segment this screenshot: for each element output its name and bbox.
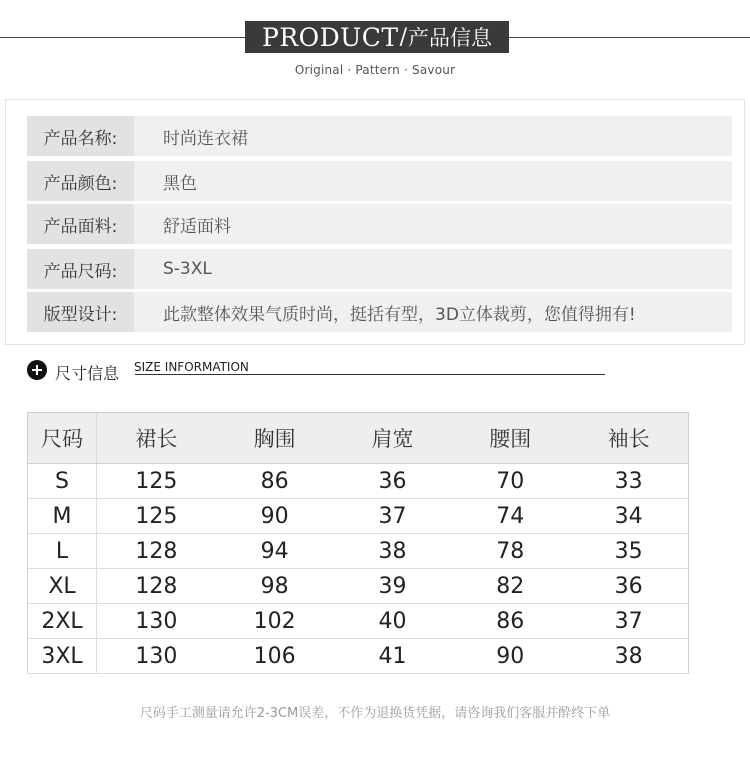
table-cell: 38 xyxy=(334,534,452,569)
table-cell: 82 xyxy=(451,569,569,604)
size-info-heading xyxy=(27,358,627,382)
size-info-underline xyxy=(135,374,605,375)
table-cell: 86 xyxy=(216,464,334,499)
info-row-design xyxy=(27,292,732,332)
size-info-title: 尺寸信息 xyxy=(55,364,120,383)
info-row-fabric xyxy=(27,204,732,244)
column-header: 肩宽 xyxy=(334,413,452,464)
table-cell: 2XL xyxy=(28,604,97,639)
info-row-name xyxy=(27,116,732,156)
table-cell: 36 xyxy=(569,569,688,604)
table-cell: 125 xyxy=(97,499,216,534)
column-header: 腰围 xyxy=(451,413,569,464)
header-subtitle: Original · Pattern · Savour xyxy=(294,63,456,77)
measurement-disclaimer: 尺码手工测量请允许2-3CM误差，不作为退换货凭据，请咨询我们客服并酔终下单 xyxy=(139,706,611,721)
table-cell: 35 xyxy=(569,534,688,569)
table-cell: 128 xyxy=(97,534,216,569)
info-label: 产品名称: xyxy=(27,116,134,156)
table-cell: XL xyxy=(28,569,97,604)
table-cell: 37 xyxy=(569,604,688,639)
info-value: 黑色 xyxy=(163,173,197,194)
table-cell: 86 xyxy=(451,604,569,639)
table-cell: 128 xyxy=(97,569,216,604)
info-value: 舒适面料 xyxy=(163,216,231,237)
table-cell: 98 xyxy=(216,569,334,604)
table-row xyxy=(28,464,689,499)
title-separator: / xyxy=(399,24,407,50)
table-cell: 70 xyxy=(451,464,569,499)
column-header: 袖长 xyxy=(569,413,688,464)
column-header: 裙长 xyxy=(97,413,216,464)
table-cell: 90 xyxy=(451,639,569,674)
info-label: 产品颜色: xyxy=(27,161,134,201)
product-info-panel xyxy=(5,99,745,345)
table-cell: 40 xyxy=(334,604,452,639)
table-cell: 33 xyxy=(569,464,688,499)
table-cell: 36 xyxy=(334,464,452,499)
table-row xyxy=(28,499,689,534)
size-table xyxy=(27,412,689,674)
title-english: PRODUCT xyxy=(262,22,399,52)
info-row-size xyxy=(27,249,732,289)
table-cell: L xyxy=(28,534,97,569)
table-cell: 102 xyxy=(216,604,334,639)
table-row xyxy=(28,569,689,604)
table-cell: 34 xyxy=(569,499,688,534)
header-rule-left xyxy=(0,37,245,38)
table-cell: 130 xyxy=(97,639,216,674)
table-cell: 41 xyxy=(334,639,452,674)
table-cell: 78 xyxy=(451,534,569,569)
info-label: 产品尺码: xyxy=(27,249,134,289)
info-value: 此款整体效果气质时尚，挺括有型，3D立体裁剪，您值得拥有! xyxy=(163,304,636,325)
table-cell: 38 xyxy=(569,639,688,674)
table-row xyxy=(28,534,689,569)
column-header: 尺码 xyxy=(28,413,97,464)
table-cell: 74 xyxy=(451,499,569,534)
info-label: 版型设计: xyxy=(27,292,134,332)
column-header: 胸围 xyxy=(216,413,334,464)
size-info-subtitle: SIZE INFORMATION xyxy=(134,360,249,374)
table-cell: 106 xyxy=(216,639,334,674)
table-cell: 125 xyxy=(97,464,216,499)
plus-circle-icon xyxy=(27,360,47,380)
table-cell: 94 xyxy=(216,534,334,569)
info-value: 时尚连衣裙 xyxy=(163,128,248,149)
table-header-row xyxy=(28,413,689,464)
table-row xyxy=(28,639,689,674)
table-cell: 3XL xyxy=(28,639,97,674)
table-cell: 39 xyxy=(334,569,452,604)
info-row-color xyxy=(27,161,732,201)
info-label: 产品面料: xyxy=(27,204,134,244)
table-cell: M xyxy=(28,499,97,534)
table-cell: 130 xyxy=(97,604,216,639)
section-title-banner xyxy=(245,21,509,53)
table-cell: S xyxy=(28,464,97,499)
table-cell: 90 xyxy=(216,499,334,534)
table-cell: 37 xyxy=(334,499,452,534)
title-chinese: 产品信息 xyxy=(407,26,492,50)
info-value: S-3XL xyxy=(163,259,212,279)
header-rule-right xyxy=(509,37,750,38)
table-row xyxy=(28,604,689,639)
